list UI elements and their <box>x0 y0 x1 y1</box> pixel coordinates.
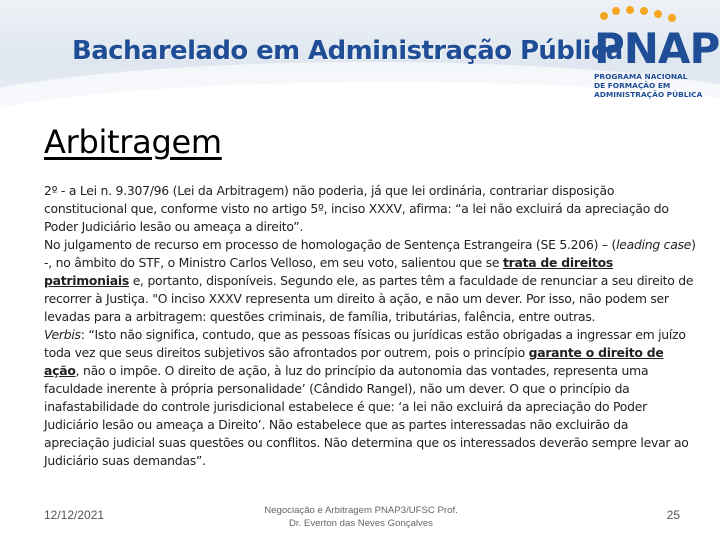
logo-word: PNAP <box>594 24 720 73</box>
course-title: Bacharelado em Administração Pública <box>72 36 623 66</box>
logo-subtitle: PROGRAMA NACIONAL DE FORMAÇÃO EM ADMINISTRAÇÃO PÚBLICA <box>594 72 703 100</box>
italic-term: Verbis <box>44 327 81 342</box>
paragraph-text: , não o impõe. O direito de ação, à luz do princípio da autonomia das vontades, representa uma faculdade inerente à própria personalidade’ (Cândido Rangel), não um dever. O que o princípio da inafastabilidade do controle jurisdicional estabelece é que: ‘a lei não excluirá da apreciação do Poder Judiciário lesão ou ameaça a Direito’. Não estabelece que as partes interessadas não excluirão da apreciação judicial suas questões ou conflitos. Não determina que os interessados deverão sempre levar ao Judiciário suas demandas”. <box>44 363 689 468</box>
paragraph <box>44 182 696 236</box>
pnap-logo <box>586 6 720 108</box>
paragraph-text: No julgamento de recurso em processo de homologação de Sentença Estrangeira (SE 5.206) – ( <box>44 237 617 252</box>
paragraph-text: : “Isto não significa, contudo, que as pessoas físicas ou jurídicas estão obrigadas a ingressar em juízo toda vez que seus direitos subjetivos são afrontados por outrem, pois o princípio <box>44 327 686 360</box>
footer-date: 12/12/2021 <box>44 508 105 522</box>
underlined-phrase: trata de direitos patrimoniais <box>44 255 613 288</box>
paragraph-text: 2º - a Lei n. 9.307/96 (Lei da Arbitragem) não poderia, já que lei ordinária, contrariar disposição constitucional que, conforme visto no artigo 5º, inciso XXXV, afirma: “a lei não excluirá da apreciação do Poder Judiciário lesão ou ameaça a direito”. <box>44 183 669 234</box>
paragraph-text: e, portanto, disponíveis. Segundo ele, as partes têm a faculdade de renunciar a seu direito de recorrer à Justiça. "O inciso XXXV representa um direito à ação, e não um dever. Por isso, não podem ser levadas para a arbitragem: questões criminais, de família, tributárias, falência, entre outras. <box>44 273 694 324</box>
paragraph-text: ) -, no âmbito do STF, o Ministro Carlos Velloso, em seu voto, salientou que se <box>44 237 696 270</box>
paragraph <box>44 236 696 326</box>
paragraph <box>44 326 696 470</box>
slide-body <box>44 182 696 470</box>
footer-course-info: Negociação e Arbitragem PNAP3/UFSC Prof. Dr. Everton das Neves Gonçalves <box>264 505 458 529</box>
page-number: 25 <box>666 508 680 522</box>
underlined-phrase: garante o direito de ação <box>44 345 664 378</box>
italic-term: leading case <box>616 237 692 252</box>
slide-title: Arbitragem <box>44 123 222 161</box>
